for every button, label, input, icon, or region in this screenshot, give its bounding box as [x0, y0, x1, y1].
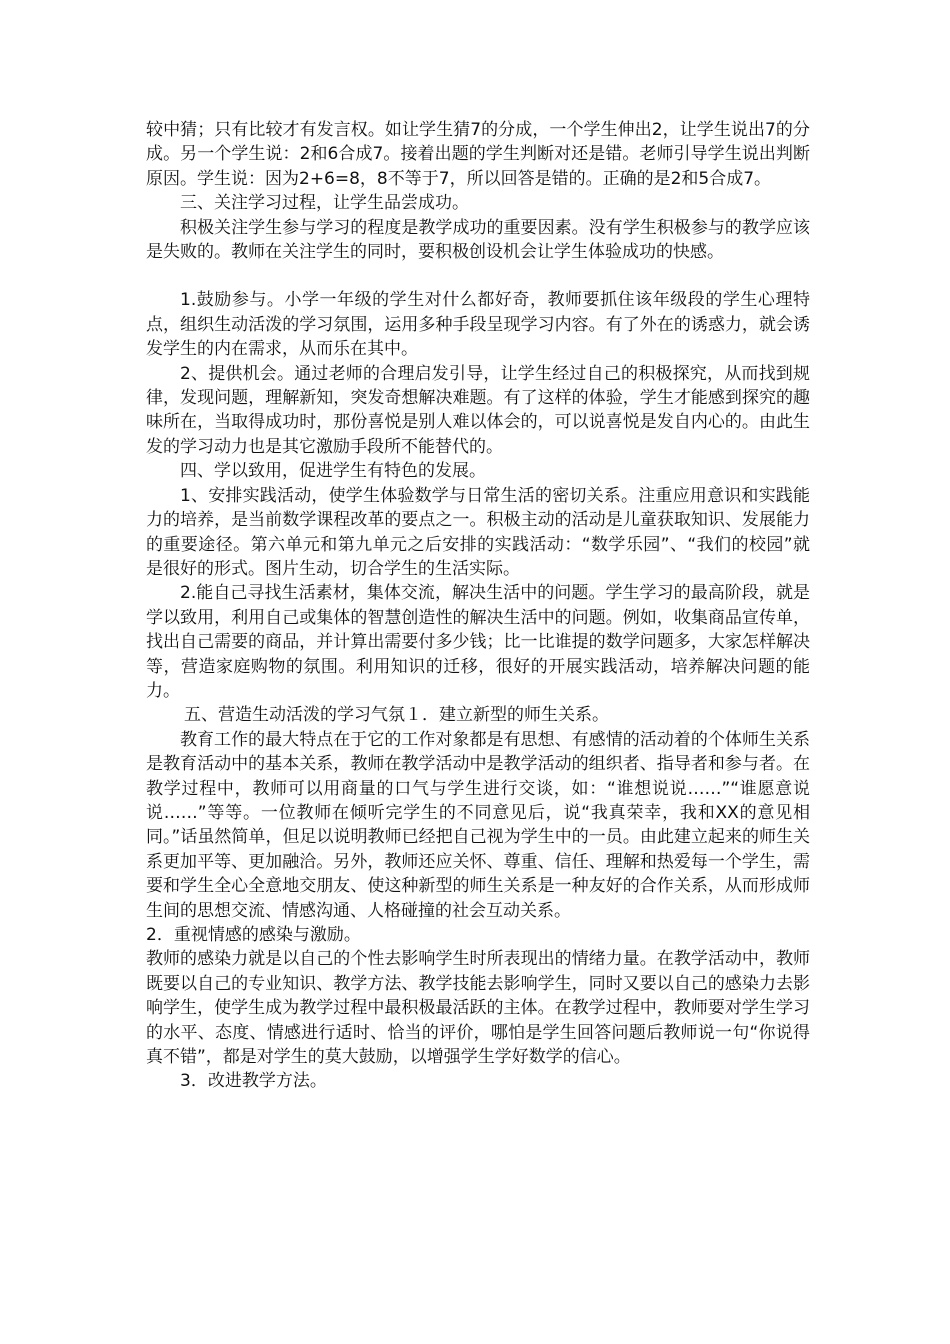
section-heading: 四、学以致用，促进学生有特色的发展。 [180, 461, 486, 482]
document-body [146, 118, 810, 1094]
paragraph: 教师的感染力就是以自己的个性去影响学生时所表现出的情绪力量。在教学活动中，教师既要以自己的专业知识、教学方法、教学技能去影响学生，同时又要以自己的感染力去影响学生，使学生成为教学过程中最积极最活跃的主体。在教学过程中，教师要对学生学习的水平、态度、情感进行适时、恰当的评价，哪怕是学生回答问题后教师说一句“你说得真不错”，都是对学生的莫大鼓励，以增强学生学好数学的信心。 [146, 949, 810, 1068]
section-heading: 五、营造生动活泼的学习气氛１．建立新型的师生关系。 [184, 705, 609, 726]
paragraph: 1.鼓励参与。小学一年级的学生对什么都好奇，教师要抓住该年级段的学生心理特点，组织生动活泼的学习氛围，运用多种手段呈现学习内容。有了外在的诱惑力，就会诱发学生的内在需求，从而乐在其中。 [146, 290, 810, 360]
blank-line [146, 264, 810, 288]
paragraph: 1、安排实践活动，使学生体验数学与日常生活的密切关系。注重应用意识和实践能力的培养，是当前数学课程改革的要点之一。积极主动的活动是儿童获取知识、发展能力的重要途径。第六单元和第九单元之后安排的实践活动：“数学乐园”、“我们的校园”就是很好的形式。图片生动，切合学生的生活实际。 [146, 485, 810, 579]
section-heading: 三、关注学习过程，让学生品尝成功。 [180, 193, 469, 214]
paragraph: 2、提供机会。通过老师的合理启发引导，让学生经过自己的积极探究，从而找到规律，发现问题，理解新知，突发奇想解决难题。有了这样的体验，学生才能感到探究的趣味所在，当取得成功时，那份喜悦是别人难以体会的，可以说喜悦是发自内心的。由此生发的学习动力也是其它激励手段所不能替代的。 [146, 363, 810, 457]
paragraph: 较中猜；只有比较才有发言权。如让学生猜7的分成，一个学生伸出2，让学生说出7的分成。另一个学生说：2和6合成7。接着出题的学生判断对还是错。老师引导学生说出判断原因。学生说：因为2+6=8，8不等于7，所以回答是错的。正确的是2和5合成7。 [146, 120, 810, 189]
subheading: 3．改进教学方法。 [180, 1071, 327, 1092]
paragraph: 教育工作的最大特点在于它的工作对象都是有思想、有感情的活动着的个体师生关系是教育活动中的基本关系，教师在教学活动中是教学活动的组织者、指导者和参与者。在教学过程中，教师可以用商量的口气与学生进行交谈，如：“谁想说说……”“谁愿意说说……”等等。一位教师在倾听完学生的不同意见后，说“我真荣幸，我和XX的意见相同。”话虽然简单，但足以说明教师已经把自己视为学生中的一员。由此建立起来的师生关系更加平等、更加融洽。另外，教师还应关怀、尊重、信任、理解和热爱每一个学生，需要和学生全心全意地交朋友、使这种新型的师生关系是一种友好的合作关系，从而形成师生间的思想交流、情感沟通、人格碰撞的社会互动关系。 [146, 729, 810, 921]
paragraph: 2.能自己寻找生活素材，集体交流，解决生活中的问题。学生学习的最高阶段，就是学以致用，利用自己或集体的智慧创造性的解决生活中的问题。例如，收集商品宣传单，找出自己需要的商品，并计算出需要付多少钱；比一比谁提的数学问题多，大家怎样解决等，营造家庭购物的氛围。利用知识的迁移，很好的开展实践活动，培养解决问题的能力。 [146, 583, 810, 701]
subheading: 2．重视情感的感染与激励。 [146, 925, 361, 945]
paragraph: 积极关注学生参与学习的程度是教学成功的重要因素。没有学生积极参与的教学应该是失败的。教师在关注学生的同时，要积极创设机会让学生体验成功的快感。 [146, 217, 810, 263]
